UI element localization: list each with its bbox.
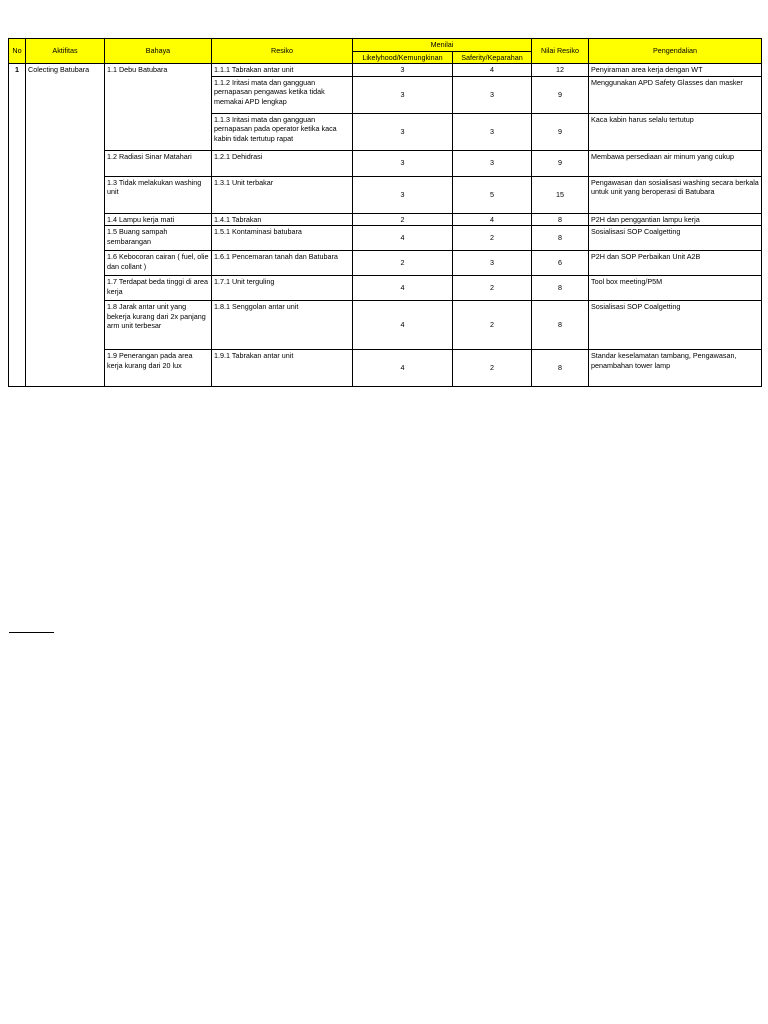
likelihood-cell: 4	[353, 350, 453, 387]
hazard-cell: 1.4 Lampu kerja mati	[105, 213, 212, 226]
severity-cell: 3	[453, 113, 532, 150]
risk-cell: 1.8.1 Senggolan antar unit	[212, 301, 353, 350]
control-cell: Penyiraman area kerja dengan WT	[589, 64, 762, 77]
table-row	[9, 350, 762, 387]
risk-value-cell: 15	[532, 176, 589, 213]
risk-value-cell: 8	[532, 350, 589, 387]
table-header	[9, 39, 762, 64]
likelihood-cell: 2	[353, 213, 453, 226]
header-no: No	[9, 39, 26, 64]
table-row	[9, 150, 762, 176]
risk-cell: 1.3.1 Unit terbakar	[212, 176, 353, 213]
control-cell: P2H dan SOP Perbaikan Unit A2B	[589, 251, 762, 276]
risk-value-cell: 12	[532, 64, 589, 77]
likelihood-cell: 2	[353, 251, 453, 276]
hazard-cell: 1.6 Kebocoran cairan ( fuel, olie dan collant )	[105, 251, 212, 276]
table-row	[9, 226, 762, 251]
header-resiko: Resiko	[212, 39, 353, 64]
likelihood-cell: 3	[353, 176, 453, 213]
header-nilai-resiko: Nilai Resiko	[532, 39, 589, 64]
hazard-cell: 1.2 Radiasi Sinar Matahari	[105, 150, 212, 176]
table-row	[9, 276, 762, 301]
table-row	[9, 176, 762, 213]
control-cell: Sosialisasi SOP Coalgetting	[589, 301, 762, 350]
severity-cell: 2	[453, 276, 532, 301]
table-row	[9, 64, 762, 77]
row-number: 1	[9, 64, 26, 387]
risk-cell: 1.6.1 Pencemaran tanah dan Batubara	[212, 251, 353, 276]
likelihood-cell: 4	[353, 301, 453, 350]
risk-cell: 1.7.1 Unit terguling	[212, 276, 353, 301]
control-cell: Standar keselamatan tambang, Pengawasan, penambahan tower lamp	[589, 350, 762, 387]
likelihood-cell: 3	[353, 113, 453, 150]
likelihood-cell: 3	[353, 76, 453, 113]
control-cell: Tool box meeting/P5M	[589, 276, 762, 301]
table-body	[9, 64, 762, 387]
risk-value-cell: 8	[532, 301, 589, 350]
risk-value-cell: 8	[532, 276, 589, 301]
severity-cell: 3	[453, 150, 532, 176]
risk-cell: 1.5.1 Kontaminasi batubara	[212, 226, 353, 251]
likelihood-cell: 3	[353, 150, 453, 176]
likelihood-cell: 4	[353, 226, 453, 251]
table-row	[9, 301, 762, 350]
risk-value-cell: 8	[532, 226, 589, 251]
control-cell: Sosialisasi SOP Coalgetting	[589, 226, 762, 251]
severity-cell: 2	[453, 226, 532, 251]
severity-cell: 3	[453, 251, 532, 276]
control-cell: P2H dan penggantian lampu kerja	[589, 213, 762, 226]
header-likelyhood: Likelyhood/Kemungkinan	[353, 51, 453, 64]
severity-cell: 4	[453, 64, 532, 77]
severity-cell: 2	[453, 350, 532, 387]
control-cell: Pengawasan dan sosialisasi washing secara berkala untuk unit yang beroperasi di Batubara	[589, 176, 762, 213]
risk-assessment-table	[8, 38, 762, 387]
likelihood-cell: 3	[353, 64, 453, 77]
risk-value-cell: 9	[532, 150, 589, 176]
severity-cell: 2	[453, 301, 532, 350]
activity-cell: Colecting Batubara	[26, 64, 105, 387]
header-bahaya: Bahaya	[105, 39, 212, 64]
divider-line	[9, 632, 54, 633]
hazard-cell: 1.1 Debu Batubara	[105, 64, 212, 151]
risk-value-cell: 6	[532, 251, 589, 276]
risk-value-cell: 8	[532, 213, 589, 226]
likelihood-cell: 4	[353, 276, 453, 301]
table-row	[9, 251, 762, 276]
header-menilai: Menilai	[353, 39, 532, 52]
risk-cell: 1.2.1 Dehidrasi	[212, 150, 353, 176]
control-cell: Menggunakan APD Safety Glasses dan masker	[589, 76, 762, 113]
header-safety: Saferity/Keparahan	[453, 51, 532, 64]
risk-value-cell: 9	[532, 113, 589, 150]
severity-cell: 5	[453, 176, 532, 213]
risk-value-cell: 9	[532, 76, 589, 113]
hazard-cell: 1.3 Tidak melakukan washing unit	[105, 176, 212, 213]
severity-cell: 4	[453, 213, 532, 226]
header-aktifitas: Aktifitas	[26, 39, 105, 64]
hazard-cell: 1.5 Buang sampah sembarangan	[105, 226, 212, 251]
hazard-cell: 1.9 Penerangan pada area kerja kurang dari 20 lux	[105, 350, 212, 387]
risk-cell: 1.4.1 Tabrakan	[212, 213, 353, 226]
severity-cell: 3	[453, 76, 532, 113]
risk-cell: 1.9.1 Tabrakan antar unit	[212, 350, 353, 387]
hazard-cell: 1.7 Terdapat beda tinggi di area kerja	[105, 276, 212, 301]
hazard-cell: 1.8 Jarak antar unit yang bekerja kurang dari 2x panjang arm unit terbesar	[105, 301, 212, 350]
risk-cell: 1.1.3 Iritasi mata dan gangguan pernapasan pada operator ketika kaca kabin tidak tertutup rapat	[212, 113, 353, 150]
risk-cell: 1.1.1 Tabrakan antar unit	[212, 64, 353, 77]
control-cell: Membawa persediaan air minum yang cukup	[589, 150, 762, 176]
risk-cell: 1.1.2 Iritasi mata dan gangguan pernapasan pengawas ketika tidak memakai APD lengkap	[212, 76, 353, 113]
control-cell: Kaca kabin harus selalu tertutup	[589, 113, 762, 150]
header-pengendalian: Pengendalian	[589, 39, 762, 64]
table-row	[9, 213, 762, 226]
